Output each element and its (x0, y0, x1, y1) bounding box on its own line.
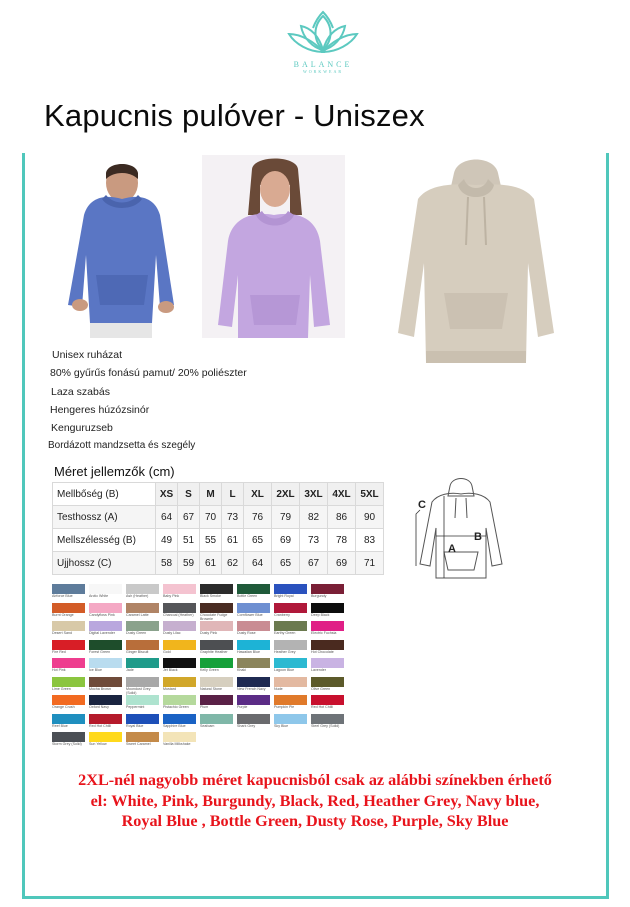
color-chip (52, 732, 85, 742)
color-name: Dusty Lilac (163, 631, 181, 635)
feature-item: Kenguruzseb (51, 422, 113, 435)
color-swatch (163, 640, 196, 658)
color-swatch (274, 658, 307, 676)
color-chip (237, 603, 270, 613)
color-chip (163, 584, 196, 594)
color-name: Pumpkin Pie (274, 705, 295, 709)
color-name: Moondust Grey (Solid) (126, 686, 151, 695)
color-name: Nude (274, 686, 283, 691)
color-swatch (126, 714, 159, 732)
color-swatch (237, 584, 270, 602)
color-name: Plum (200, 705, 209, 709)
color-name: Sapphire Blue (163, 723, 186, 728)
color-name: Ginger Biscuit (126, 649, 149, 654)
color-chip (52, 695, 85, 705)
color-chip (200, 658, 233, 668)
table-row (53, 506, 384, 529)
color-name: Arctic White (89, 594, 109, 598)
color-chip (200, 603, 233, 613)
color-name: Chocolate Fudge Brownie (200, 612, 228, 621)
color-name: Red Hot Chilli (311, 705, 333, 709)
color-chip (126, 603, 159, 613)
color-chip (200, 621, 233, 631)
table-cell: 58 (156, 552, 178, 575)
color-name: Pistachio Green (163, 705, 189, 709)
color-chip (274, 621, 307, 631)
table-cell: 70 (200, 506, 222, 529)
table-cell: 51 (178, 529, 200, 552)
color-swatch (52, 621, 85, 639)
color-swatch (311, 695, 344, 713)
table-cell: 71 (356, 552, 384, 575)
brand-name: BALANCE (293, 60, 353, 69)
color-name: Desert Sand (52, 631, 72, 635)
color-name: Jet Black (163, 668, 178, 672)
table-cell: 64 (156, 506, 178, 529)
table-cell: 55 (200, 529, 222, 552)
color-name: Lavender (311, 668, 326, 672)
table-cell: 62 (222, 552, 244, 575)
color-chip (311, 603, 344, 613)
color-chip (311, 714, 344, 724)
frame-bottom-border (22, 896, 609, 899)
color-swatch (200, 677, 233, 695)
color-swatch (89, 603, 122, 621)
color-swatch (237, 640, 270, 658)
page-title: Kapucnis pulóver - Uniszex (44, 98, 425, 133)
color-swatch (237, 603, 270, 621)
color-name: Royal Blue (126, 723, 144, 728)
color-swatch (126, 695, 159, 713)
color-swatch (200, 603, 233, 621)
color-swatch (237, 621, 270, 639)
size-table-header-cell: Mellbőség (B) (53, 483, 156, 506)
color-name: Dusty Rose (237, 631, 256, 635)
table-cell: Mellszélesség (B) (53, 529, 156, 552)
feature-item: Hengeres húzózsinór (50, 403, 150, 416)
color-name: Gold (163, 649, 171, 654)
color-name: Purple (237, 705, 248, 709)
color-chip (163, 603, 196, 613)
color-swatch (311, 584, 344, 602)
color-chip (200, 584, 233, 594)
frame-left-border (22, 153, 25, 899)
color-chip (89, 695, 122, 705)
color-name: Bottle Green (237, 594, 258, 598)
color-chip (52, 603, 85, 613)
color-swatch (200, 640, 233, 658)
table-cell: 82 (300, 506, 328, 529)
table-cell: 90 (356, 506, 384, 529)
color-name: Mocha Brown (89, 686, 111, 691)
color-name: Oxford Navy (89, 705, 109, 709)
color-name: Olive Green (311, 686, 331, 691)
color-name: Lime Green (52, 686, 71, 691)
size-table-header-cell: M (200, 483, 222, 506)
color-chip (89, 621, 122, 631)
feature-item: Unisex ruházat (52, 349, 123, 361)
table-cell: 83 (356, 529, 384, 552)
color-name: Orange Crush (52, 705, 75, 709)
color-swatch (311, 640, 344, 658)
color-chip (311, 658, 344, 668)
color-chip (89, 714, 122, 724)
color-chip (126, 714, 159, 724)
feature-list (48, 346, 247, 456)
brand-subtitle: WORKWEAR (303, 69, 343, 74)
color-swatch (126, 677, 159, 695)
table-cell: 73 (222, 506, 244, 529)
color-swatch (163, 677, 196, 695)
color-swatch (163, 658, 196, 676)
color-swatch (126, 732, 159, 750)
color-name: New French Navy (237, 686, 266, 691)
color-swatch (311, 603, 344, 621)
color-name: Deep Black (311, 612, 330, 617)
color-chip (163, 732, 196, 742)
color-name: Kelly Green (200, 668, 219, 672)
color-name: Graphite Heather (200, 649, 228, 654)
color-chip (200, 695, 233, 705)
table-cell: Testhossz (A) (53, 506, 156, 529)
table-cell: 61 (222, 529, 244, 552)
table-cell: 65 (272, 552, 300, 575)
table-row (53, 529, 384, 552)
feature-item: Bordázott mandzsetta és szegély (48, 440, 196, 452)
color-swatch (200, 714, 233, 732)
color-chip (52, 584, 85, 594)
color-name: Steel Grey (Solid) (311, 723, 340, 728)
size-table-header-cell: XS (156, 483, 178, 506)
color-swatch (237, 714, 270, 732)
size-table-header-cell: 3XL (300, 483, 328, 506)
color-name: Sweet Caramel (126, 742, 151, 746)
color-name: Lagoon Blue (274, 668, 295, 672)
color-swatch (89, 732, 122, 750)
color-swatch (200, 621, 233, 639)
color-swatch (163, 621, 196, 639)
color-swatch (126, 640, 159, 658)
table-cell: 79 (272, 506, 300, 529)
color-chip (52, 640, 85, 650)
color-swatch (52, 640, 85, 658)
color-name: Ice Blue (89, 668, 102, 672)
color-chip (163, 621, 196, 631)
color-chip (126, 658, 159, 668)
size-table-header (53, 483, 384, 506)
color-swatch (52, 658, 85, 676)
color-swatch (274, 603, 307, 621)
table-cell: 61 (200, 552, 222, 575)
color-chip (311, 621, 344, 631)
color-swatch (237, 695, 270, 713)
color-chip (163, 714, 196, 724)
color-swatch-grid (52, 584, 352, 754)
product-photo-beige-hoodie (388, 153, 563, 371)
frame-right-border (606, 153, 609, 899)
color-swatch (200, 584, 233, 602)
color-chip (52, 677, 85, 687)
table-cell: 73 (300, 529, 328, 552)
color-name: Storm Grey (Solid) (52, 742, 82, 746)
color-chip (126, 640, 159, 650)
color-chip (311, 677, 344, 687)
size-table-header-cell: L (222, 483, 244, 506)
color-chip (274, 640, 307, 650)
color-swatch (200, 695, 233, 713)
diagram-label-c: C (418, 499, 426, 511)
color-chip (274, 714, 307, 724)
color-chip (52, 621, 85, 631)
color-swatch (126, 658, 159, 676)
color-name: Cornflower Blue (237, 612, 263, 617)
color-chip (237, 640, 270, 650)
color-name: Khaki (237, 668, 246, 672)
color-chip (237, 714, 270, 724)
color-name: Dusty Pink (200, 631, 218, 635)
color-name: Mustard (163, 686, 176, 691)
color-swatch (52, 584, 85, 602)
color-swatch (126, 584, 159, 602)
color-name: Black Smoke (200, 594, 221, 598)
color-chip (126, 695, 159, 705)
color-swatch (274, 640, 307, 658)
color-swatch (89, 584, 122, 602)
table-cell: 69 (328, 552, 356, 575)
size-table-header-cell: 2XL (272, 483, 300, 506)
color-name: Digital Lavender (89, 631, 115, 635)
color-chip (89, 732, 122, 742)
color-swatch (311, 658, 344, 676)
color-name: Heather Grey (274, 649, 296, 654)
diagram-label-a: A (448, 543, 456, 555)
color-swatch (52, 677, 85, 695)
color-chip (52, 714, 85, 724)
color-name: Charcoal (Heather) (163, 612, 194, 617)
measurement-diagram (414, 474, 546, 582)
color-swatch (200, 658, 233, 676)
color-chip (274, 658, 307, 668)
table-row (53, 552, 384, 575)
table-cell: 59 (178, 552, 200, 575)
color-swatch (163, 714, 196, 732)
color-chip (89, 603, 122, 613)
color-name: Forest Green (89, 649, 111, 654)
color-chip (311, 584, 344, 594)
feature-item: Laza szabás (51, 385, 110, 398)
color-swatch (311, 714, 344, 732)
color-name: Peppermint (126, 705, 145, 709)
color-swatch (274, 677, 307, 695)
color-swatch (52, 732, 85, 750)
table-cell: 86 (328, 506, 356, 529)
color-name: Natural Stone (200, 686, 222, 691)
color-swatch (311, 621, 344, 639)
size-table-header-cell: 4XL (328, 483, 356, 506)
color-name: Earthy Green (274, 631, 296, 635)
color-swatch (274, 714, 307, 732)
color-swatch (163, 584, 196, 602)
color-name: Fire Red (52, 649, 66, 654)
color-chip (274, 677, 307, 687)
color-chip (126, 584, 159, 594)
color-name: Hot Pink (52, 668, 66, 672)
color-swatch (311, 677, 344, 695)
color-swatch (52, 714, 85, 732)
table-cell: 49 (156, 529, 178, 552)
color-chip (274, 584, 307, 594)
color-chip (89, 658, 122, 668)
color-chip (163, 658, 196, 668)
color-chip (237, 695, 270, 705)
color-chip (126, 732, 159, 742)
color-swatch (237, 677, 270, 695)
size-table-title: Méret jellemzők (cm) (54, 464, 175, 479)
color-name: Reef Blue (52, 723, 68, 728)
table-cell: 67 (178, 506, 200, 529)
color-chip (237, 621, 270, 631)
availability-notice: 2XL-nél nagyobb méret kapucnisból csak az alábbi színekben érhető el: White, Pink, Burgundy, Black, Red, Heather Grey, Navy blue, Royal Blue , Bottle Green, Dusty Rose, Purple, Sky Blue (78, 771, 552, 831)
size-table (52, 482, 384, 575)
color-name: Hawaiian Blue (237, 649, 260, 654)
color-chip (200, 714, 233, 724)
color-chip (200, 677, 233, 687)
color-swatch (126, 621, 159, 639)
table-cell: 64 (244, 552, 272, 575)
diagram-label-b: B (474, 531, 482, 543)
color-chip (274, 695, 307, 705)
color-chip (89, 677, 122, 687)
brand-logo (283, 8, 363, 96)
color-swatch (89, 714, 122, 732)
color-chip (126, 677, 159, 687)
color-chip (163, 677, 196, 687)
model-photo-blue-hoodie (40, 155, 200, 338)
color-name: Electric Fuchsia (311, 631, 337, 635)
color-chip (126, 621, 159, 631)
color-name: Red Hot Chilli (89, 723, 111, 728)
color-swatch (52, 603, 85, 621)
color-name: Seafoam (200, 723, 215, 728)
color-swatch (52, 695, 85, 713)
color-chip (237, 658, 270, 668)
model-photo-lilac-hoodie (202, 155, 345, 338)
color-name: Sun Yellow (89, 742, 107, 746)
color-name: Hot Chocolate (311, 649, 334, 654)
color-chip (52, 658, 85, 668)
color-swatch (274, 695, 307, 713)
color-swatch (89, 695, 122, 713)
table-cell: 78 (328, 529, 356, 552)
color-swatch (163, 603, 196, 621)
color-swatch (126, 603, 159, 621)
table-cell: 65 (244, 529, 272, 552)
color-name: Candyfloss Pink (89, 612, 115, 617)
color-chip (311, 640, 344, 650)
color-swatch (89, 677, 122, 695)
color-chip (311, 695, 344, 705)
table-cell: Ujjhossz (C) (53, 552, 156, 575)
size-table-header-cell: XL (244, 483, 272, 506)
color-name: Sky Blue (274, 723, 289, 728)
color-swatch (89, 640, 122, 658)
color-name: Vanilla Milkshake (163, 742, 191, 746)
color-name: Burnt Orange (52, 612, 74, 617)
color-chip (163, 640, 196, 650)
color-chip (237, 584, 270, 594)
color-chip (89, 640, 122, 650)
lotus-icon (283, 8, 363, 58)
color-name: Cranberry (274, 612, 290, 617)
table-cell: 69 (272, 529, 300, 552)
color-name: Burgundy (311, 594, 327, 598)
color-name: Shark Grey (237, 723, 256, 728)
color-swatch (274, 584, 307, 602)
size-table-header-cell: 5XL (356, 483, 384, 506)
color-name: Ash (Heather) (126, 594, 149, 598)
color-chip (200, 640, 233, 650)
feature-item: 80% gyűrűs fonású pamut/ 20% poliészter (50, 367, 247, 380)
table-cell: 76 (244, 506, 272, 529)
color-name: Jade (126, 668, 134, 672)
color-name: Bright Royal (274, 594, 294, 598)
color-swatch (237, 658, 270, 676)
color-name: Dusty Green (126, 631, 147, 635)
color-swatch (274, 621, 307, 639)
color-name: Airforce Blue (52, 594, 73, 598)
size-table-header-cell: S (178, 483, 200, 506)
color-swatch (89, 621, 122, 639)
color-name: Caramel Latte (126, 612, 149, 617)
color-chip (274, 603, 307, 613)
color-chip (89, 584, 122, 594)
table-cell: 67 (300, 552, 328, 575)
color-name: Baby Pink (163, 594, 180, 598)
color-chip (237, 677, 270, 687)
color-chip (163, 695, 196, 705)
color-swatch (163, 732, 196, 750)
color-swatch (163, 695, 196, 713)
color-swatch (89, 658, 122, 676)
